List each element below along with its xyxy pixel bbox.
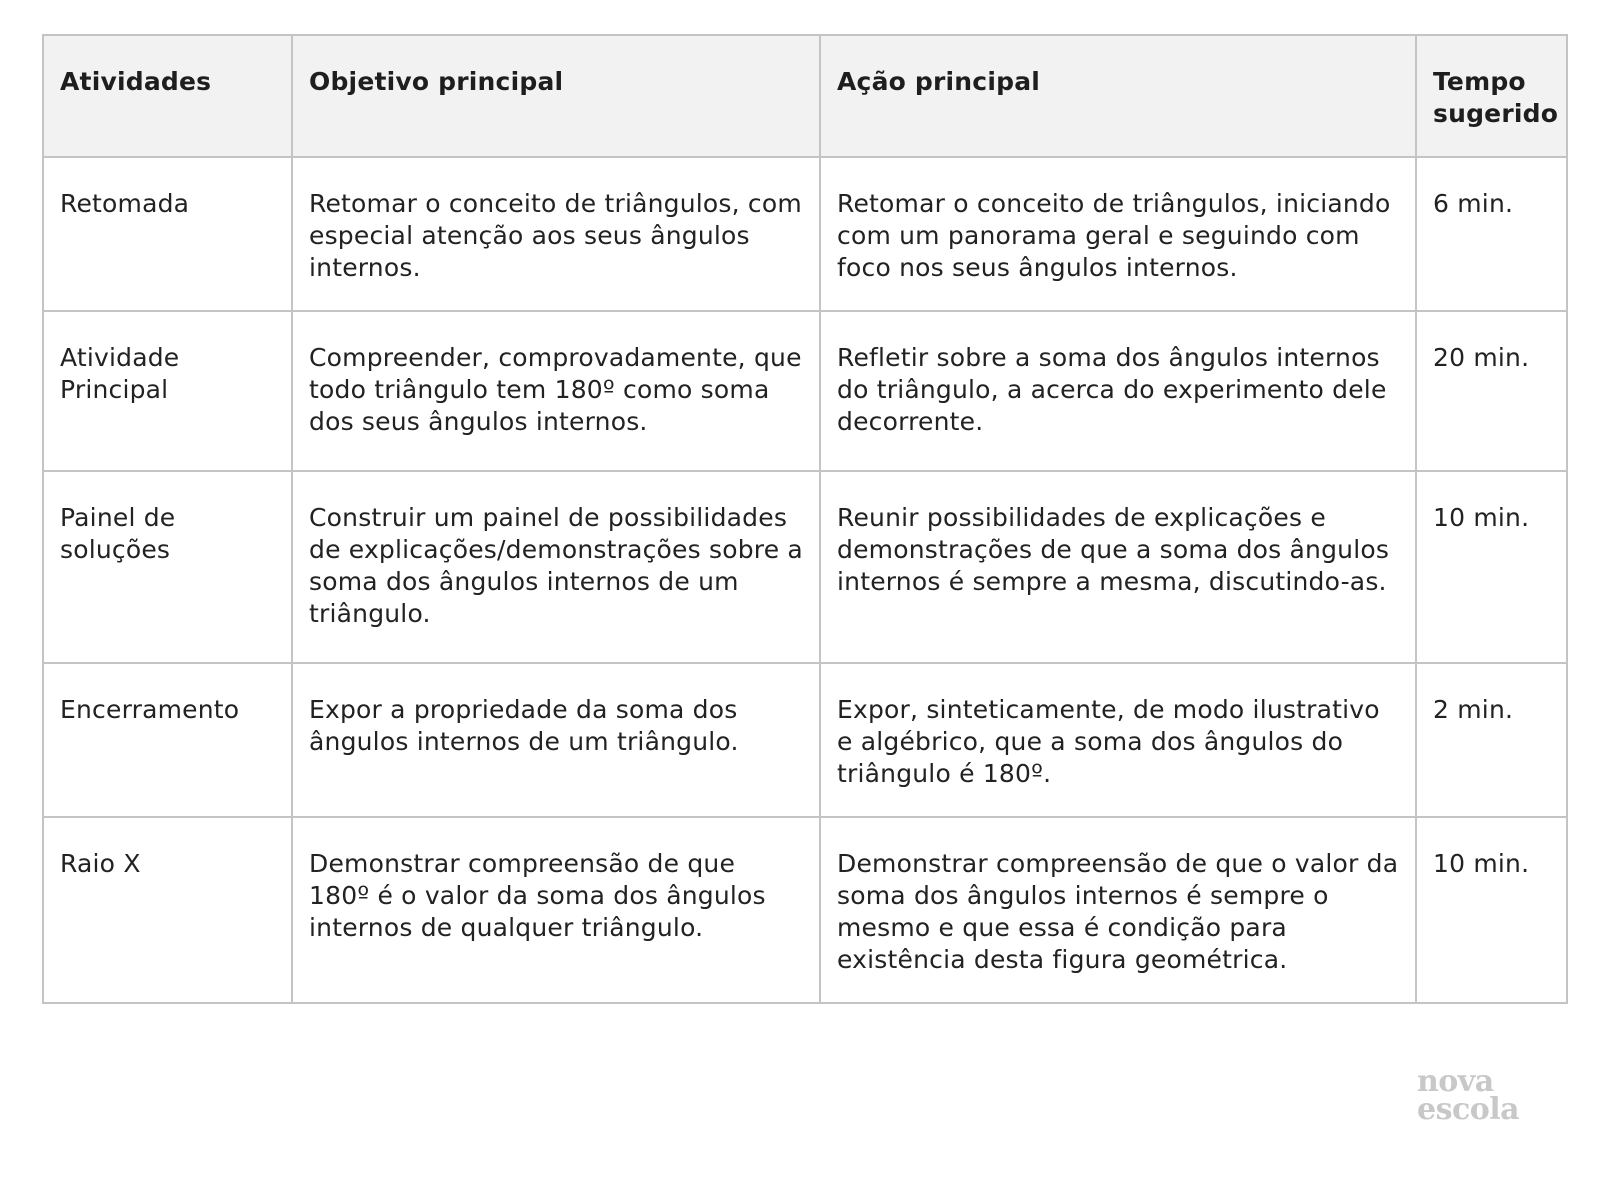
cell-atividade: Atividade Principal	[43, 311, 292, 471]
cell-objetivo: Demonstrar compreensão de que 180º é o valor da soma dos ângulos internos de qualquer triângulo.	[292, 817, 820, 1003]
table-row	[43, 311, 1567, 471]
logo-line-escola: escola	[1417, 1092, 1520, 1127]
cell-atividade: Retomada	[43, 157, 292, 311]
cell-objetivo: Compreender, comprovadamente, que todo triângulo tem 180º como soma dos seus ângulos internos.	[292, 311, 820, 471]
table-row	[43, 817, 1567, 1003]
table-row	[43, 471, 1567, 663]
table-header-row	[43, 35, 1567, 157]
cell-atividade: Encerramento	[43, 663, 292, 817]
cell-acao: Expor, sinteticamente, de modo ilustrativo e algébrico, que a soma dos ângulos do triângulo é 180º.	[820, 663, 1416, 817]
header-atividades: Atividades	[43, 35, 292, 157]
cell-objetivo: Retomar o conceito de triângulos, com especial atenção aos seus ângulos internos.	[292, 157, 820, 311]
table-row	[43, 157, 1567, 311]
header-acao-principal: Ação principal	[820, 35, 1416, 157]
cell-atividade: Raio X	[43, 817, 292, 1003]
cell-acao: Retomar o conceito de triângulos, iniciando com um panorama geral e seguindo com foco nos seus ângulos internos.	[820, 157, 1416, 311]
cell-objetivo: Construir um painel de possibilidades de explicações/demonstrações sobre a soma dos ângulos internos de um triângulo.	[292, 471, 820, 663]
cell-acao: Refletir sobre a soma dos ângulos internos do triângulo, a acerca do experimento dele decorrente.	[820, 311, 1416, 471]
cell-acao: Reunir possibilidades de explicações e demonstrações de que a soma dos ângulos internos é sempre a mesma, discutindo-as.	[820, 471, 1416, 663]
header-tempo-sugerido: Tempo sugerido	[1416, 35, 1567, 157]
table-row	[43, 663, 1567, 817]
cell-tempo: 10 min.	[1416, 471, 1567, 663]
cell-tempo: 6 min.	[1416, 157, 1567, 311]
cell-atividade: Painel de soluções	[43, 471, 292, 663]
cell-objetivo: Expor a propriedade da soma dos ângulos internos de um triângulo.	[292, 663, 820, 817]
nova-escola-logo	[1417, 1064, 1537, 1127]
cell-tempo: 2 min.	[1416, 663, 1567, 817]
lesson-plan-table	[42, 34, 1568, 1004]
cell-acao: Demonstrar compreensão de que o valor da soma dos ângulos internos é sempre o mesmo e que essa é condição para existência desta figura geométrica.	[820, 817, 1416, 1003]
header-objetivo-principal: Objetivo principal	[292, 35, 820, 157]
cell-tempo: 20 min.	[1416, 311, 1567, 471]
logo-line-nova: nova	[1417, 1064, 1494, 1099]
cell-tempo: 10 min.	[1416, 817, 1567, 1003]
